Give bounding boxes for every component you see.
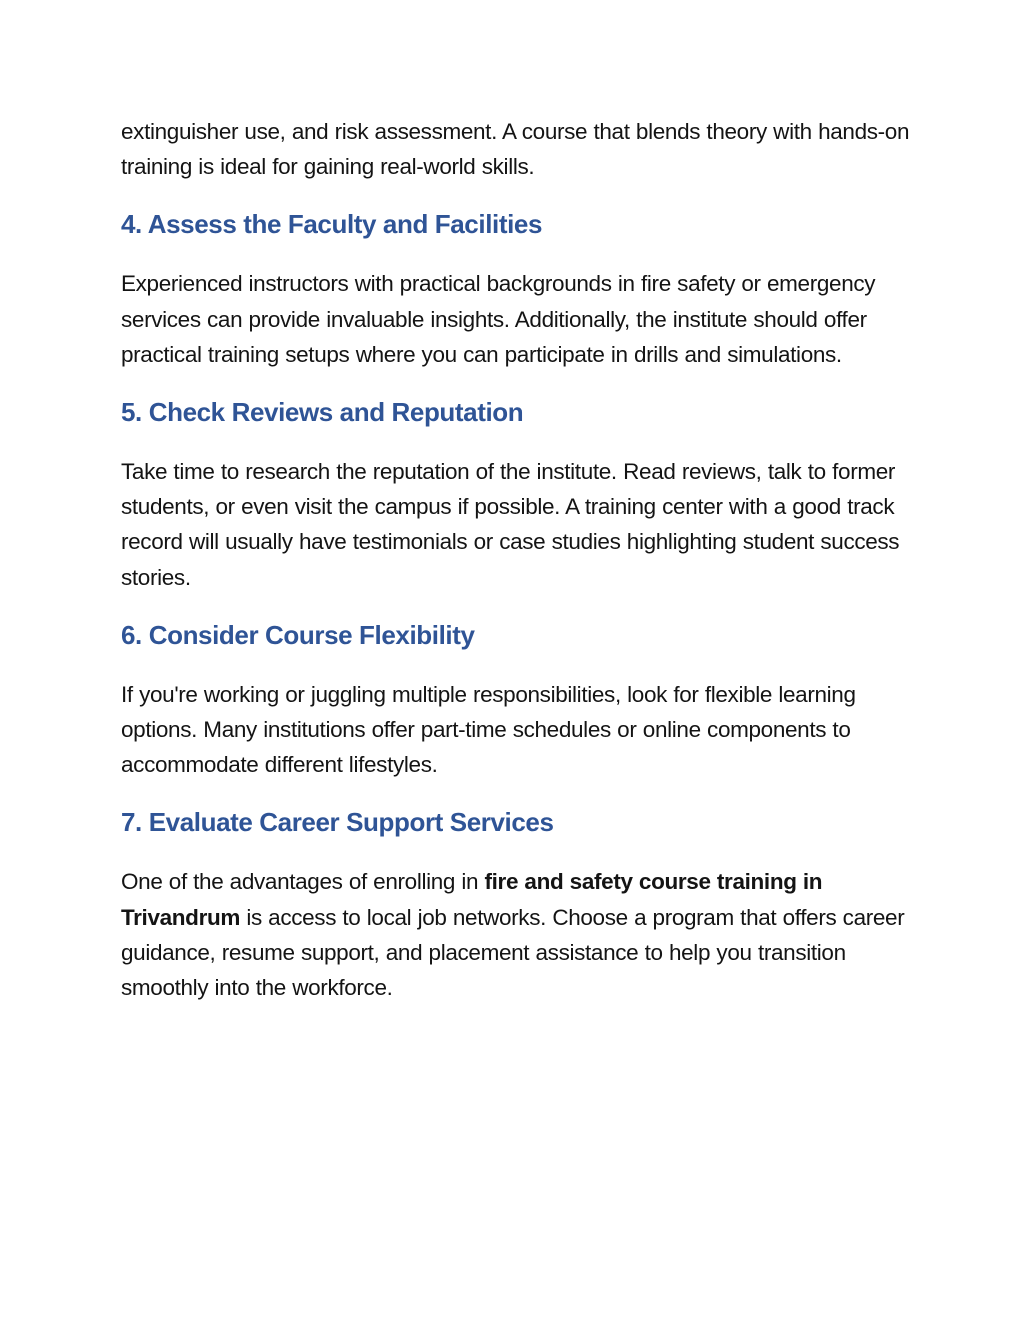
section-body-faculty-facilities: Experienced instructors with practical backgrounds in fire safety or emergency services can provide invaluable insights. Additionally, the institute should offer practical training setups where you can participate in drills and simulations. — [121, 271, 876, 367]
career-support-text-after: is access to local job networks. Choose a program that offers career guidance, resume support, and placement assistance to help you transition smoothly into the workforce. — [121, 904, 905, 1001]
section-heading-course-flexibility: 6. Consider Course Flexibility — [121, 619, 475, 650]
section-body-reviews-reputation: Take time to research the reputation of the institute. Read reviews, talk to former students, or even visit the campus if possible. A training center with a good track record will usually have testimonials or case studies highlighting student success stories. — [121, 459, 900, 590]
section-body-career-support — [121, 864, 911, 1005]
career-support-keyword: fire and safety course training in Trivandrum — [121, 869, 823, 930]
document-page — [121, 114, 911, 1005]
section-body-course-flexibility: If you're working or juggling multiple responsibilities, look for flexible learning options. Many institutions offer part-time schedules or online components to accommodate different lifestyles. — [121, 681, 856, 778]
section-heading-faculty-facilities: 4. Assess the Faculty and Facilities — [121, 209, 543, 240]
section-heading-career-support: 7. Evaluate Career Support Services — [121, 807, 554, 838]
section-heading-reviews-reputation: 5. Check Reviews and Reputation — [121, 397, 524, 428]
career-support-text-before: One of the advantages of enrolling in — [121, 869, 485, 895]
intro-paragraph: extinguisher use, and risk assessment. A course that blends theory with hands-on training is ideal for gaining real-world skills. — [121, 119, 910, 180]
